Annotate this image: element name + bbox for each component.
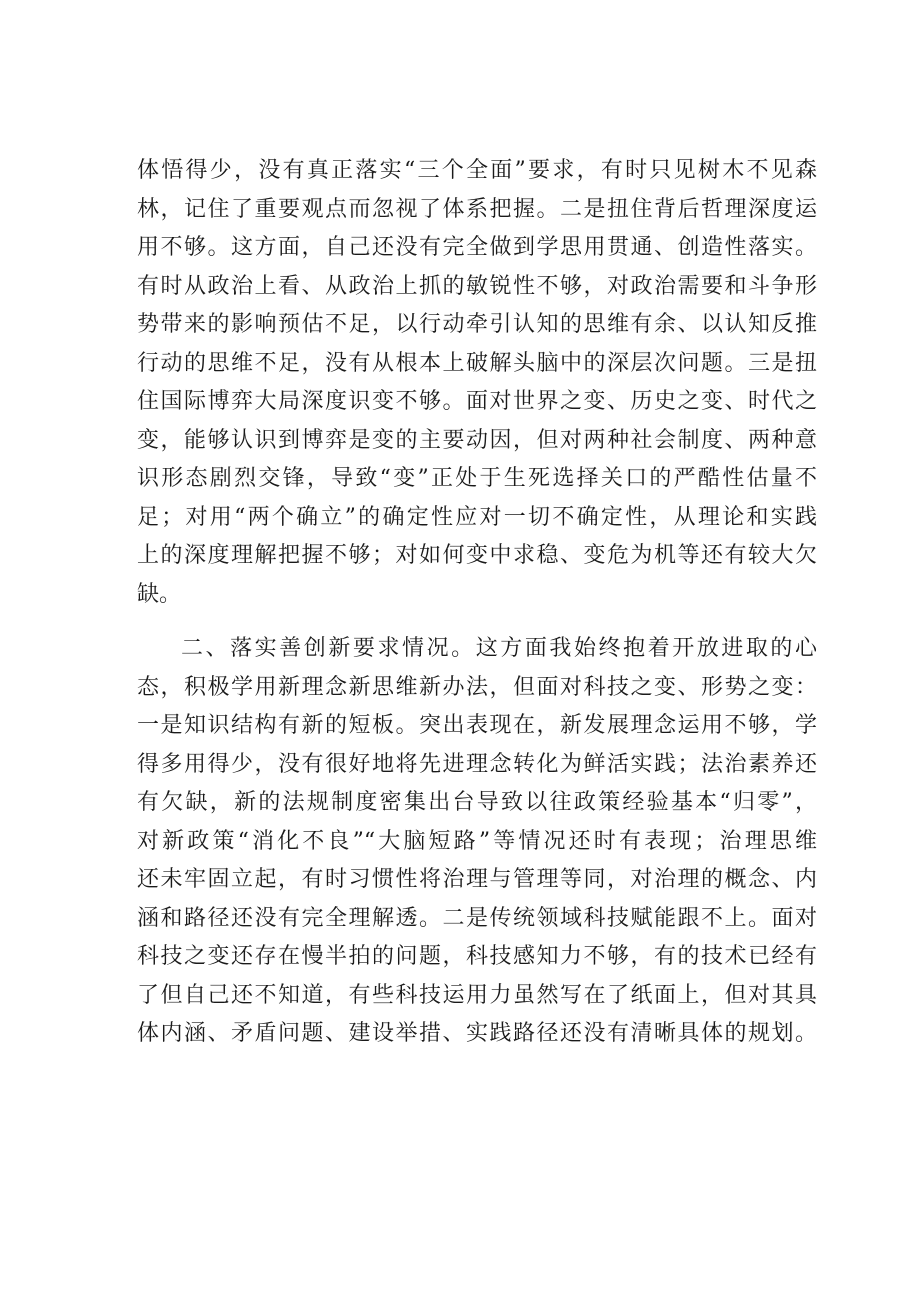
- text-line: 一是知识结构有新的短板。突出表现在，新发展理念运用不够，学: [137, 713, 817, 738]
- text-line: 变，能够认识到博弈是变的主要动因，但对两种社会制度、两种意: [137, 427, 817, 453]
- text-line: 上的深度理解把握不够；对如何变中求稳、变危为机等还有较大欠: [137, 543, 817, 568]
- document-body: [137, 152, 817, 1054]
- text-line: 住国际博弈大局深度识变不够。面对世界之变、历史之变、时代之: [137, 389, 817, 414]
- text-line: 涵和路径还没有完全理解透。二是传统领域科技赋能跟不上。面对: [137, 905, 817, 931]
- text-line: 有时从政治上看、从政治上抓的敏锐性不够，对政治需要和斗争形: [137, 273, 817, 299]
- text-line: 识形态剧烈交锋，导致“变”正处于生死选择关口的严酷性估量不: [137, 466, 817, 491]
- text-line: 体悟得少，没有真正落实“三个全面”要求，有时只见树木不见森: [137, 158, 817, 183]
- text-line: 林，记住了重要观点而忽视了体系把握。二是扭住背后哲理深度运: [137, 196, 817, 222]
- text-line: 足；对用“两个确立”的确定性应对一切不确定性，从理论和实践: [137, 504, 817, 530]
- text-line: 二、落实善创新要求情况。这方面我始终抱着开放进取的心: [181, 636, 817, 661]
- paragraph-spacer: [137, 614, 817, 630]
- text-line: 缺。: [137, 581, 182, 607]
- text-line: 得多用得少，没有很好地将先进理念转化为鲜活实践；法治素养还: [137, 751, 817, 777]
- paragraph-1: [137, 152, 817, 614]
- paragraph-2: [137, 630, 817, 1054]
- text-line: 势带来的影响预估不足，以行动牵引认知的思维有余、以认知反推: [137, 312, 817, 337]
- text-line: 行动的思维不足，没有从根本上破解头脑中的深层次问题。三是扭: [137, 350, 817, 376]
- text-line: 了但自己还不知道，有些科技运用力虽然写在了纸面上，但对其具: [137, 982, 817, 1008]
- text-line: 有欠缺，新的法规制度密集出台导致以往政策经验基本“归零”，: [137, 790, 817, 815]
- text-line: 对新政策“消化不良”“大脑短路”等情况还时有表现；治理思维: [137, 828, 817, 854]
- text-line: 体内涵、矛盾问题、建设举措、实践路径还没有清晰具体的规划。: [137, 1021, 817, 1046]
- text-line: 科技之变还存在慢半拍的问题，科技感知力不够，有的技术已经有: [137, 944, 817, 969]
- text-line: 还未牢固立起，有时习惯性将治理与管理等同，对治理的概念、内: [137, 867, 817, 892]
- text-line: 态，积极学用新理念新思维新办法，但面对科技之变、形势之变：: [137, 674, 817, 700]
- text-line: 用不够。这方面，自己还没有完全做到学思用贯通、创造性落实。: [137, 235, 817, 260]
